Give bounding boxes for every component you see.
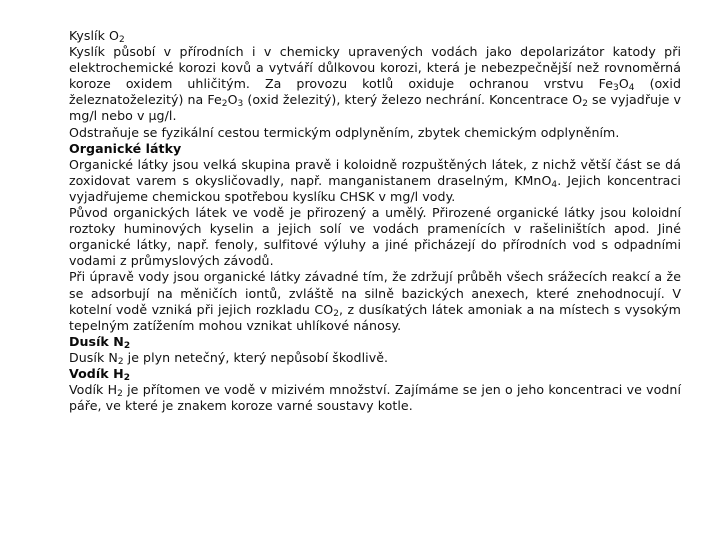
heading-text: Dusík N xyxy=(69,333,124,349)
paragraph xyxy=(69,350,681,366)
text-run: , z dusíkatých látek amoniak a na místech s vysokým tepelným zatížením mohou vznikat uhlíkové nánosy. xyxy=(69,301,681,333)
section-heading xyxy=(69,334,681,350)
text-run: se vyjadřuje v mg/l nebo v µg/l. xyxy=(69,92,682,124)
document-body xyxy=(69,28,681,414)
paragraph xyxy=(69,157,681,205)
paragraph xyxy=(69,44,681,124)
text-run: . Jejich koncentraci vyjadřujeme chemickou spotřebou kyslíku CHSK v mg/l vody. xyxy=(69,172,681,204)
text-run: Odstraňuje se fyzikální cestou termickým odplyněním, zbytek chemickým odplyněním. xyxy=(69,124,620,140)
text-run: (oxid železnatoželezitý) na Fe xyxy=(69,76,681,108)
subscript: 3 xyxy=(237,99,244,110)
subscript: 3 xyxy=(613,83,619,94)
heading-subscript: 2 xyxy=(118,35,125,45)
subscript: 2 xyxy=(117,356,124,367)
heading-subscript: 2 xyxy=(123,340,131,351)
subscript: 4 xyxy=(628,83,635,94)
subscript: 2 xyxy=(582,99,588,110)
section-heading xyxy=(69,366,681,382)
paragraph xyxy=(69,205,681,269)
text-run: je přítomen ve vodě v mizivém množství. Zajímáme se jen o jeho koncentraci ve vodní páře, ve které je znakem koroze varné soustavy kotle. xyxy=(69,382,681,414)
paragraph xyxy=(69,125,681,141)
text-run: Kyslík působí v přírodních i v chemicky upravených vodách jako depolarizátor katody při elektrochemické korozi kovů a vytváří důlkovou korozi, která je nebezpečnější než rovnoměrná koroze oxidem uhličitým. Za provozu kotlů oxiduje ochranou vrstvu Fe xyxy=(69,44,681,92)
subscript: 2 xyxy=(221,99,228,110)
subscript: 2 xyxy=(117,389,123,400)
heading-text: Organické látky xyxy=(69,140,182,156)
paragraph xyxy=(69,382,681,414)
text-run: Dusík N xyxy=(69,349,118,365)
text-run: Organické látky jsou velká skupina pravě i koloidně rozpuštěných látek, z nichž větší část se dá zoxidovat varem s okysličovadly, např. manganistanem draselným, KMnO xyxy=(69,156,681,188)
heading-text: Kyslík O xyxy=(69,28,119,43)
section-heading xyxy=(69,28,681,44)
subscript: 4 xyxy=(551,179,558,190)
heading-text: Vodík H xyxy=(69,365,124,381)
text-run: O xyxy=(227,92,238,108)
section-heading xyxy=(69,141,681,157)
text-run: O xyxy=(618,76,629,92)
text-run: je plyn netečný, který nepůsobí škodlivě. xyxy=(123,349,389,365)
text-run: (oxid železitý), který železo nechrání. Koncentrace O xyxy=(243,92,583,108)
heading-subscript: 2 xyxy=(123,372,131,383)
subscript: 2 xyxy=(333,308,340,319)
text-run: Vodík H xyxy=(69,382,118,398)
text-run: Při úpravě vody jsou organické látky závadné tím, že zdržují průběh všech srážecích reakcí a že se adsorbují na měničích iontů, zvláště na silně bazických anexech, které znehodnocují. V kotelní vodě vzniká při jejich rozkladu CO xyxy=(69,269,681,317)
text-run: Původ organických látek ve vodě je přirozený a umělý. Přirozené organické látky jsou koloidní roztoky huminových kyselin a jejich solí ve vodách pramenících v rašeliništích apod. Jiné organické látky, např. fenoly, sulfitové výluhy a jiné přicházejí do přírodních vod s odpadními vodami z průmyslových závodů. xyxy=(69,205,681,269)
paragraph xyxy=(69,269,681,333)
